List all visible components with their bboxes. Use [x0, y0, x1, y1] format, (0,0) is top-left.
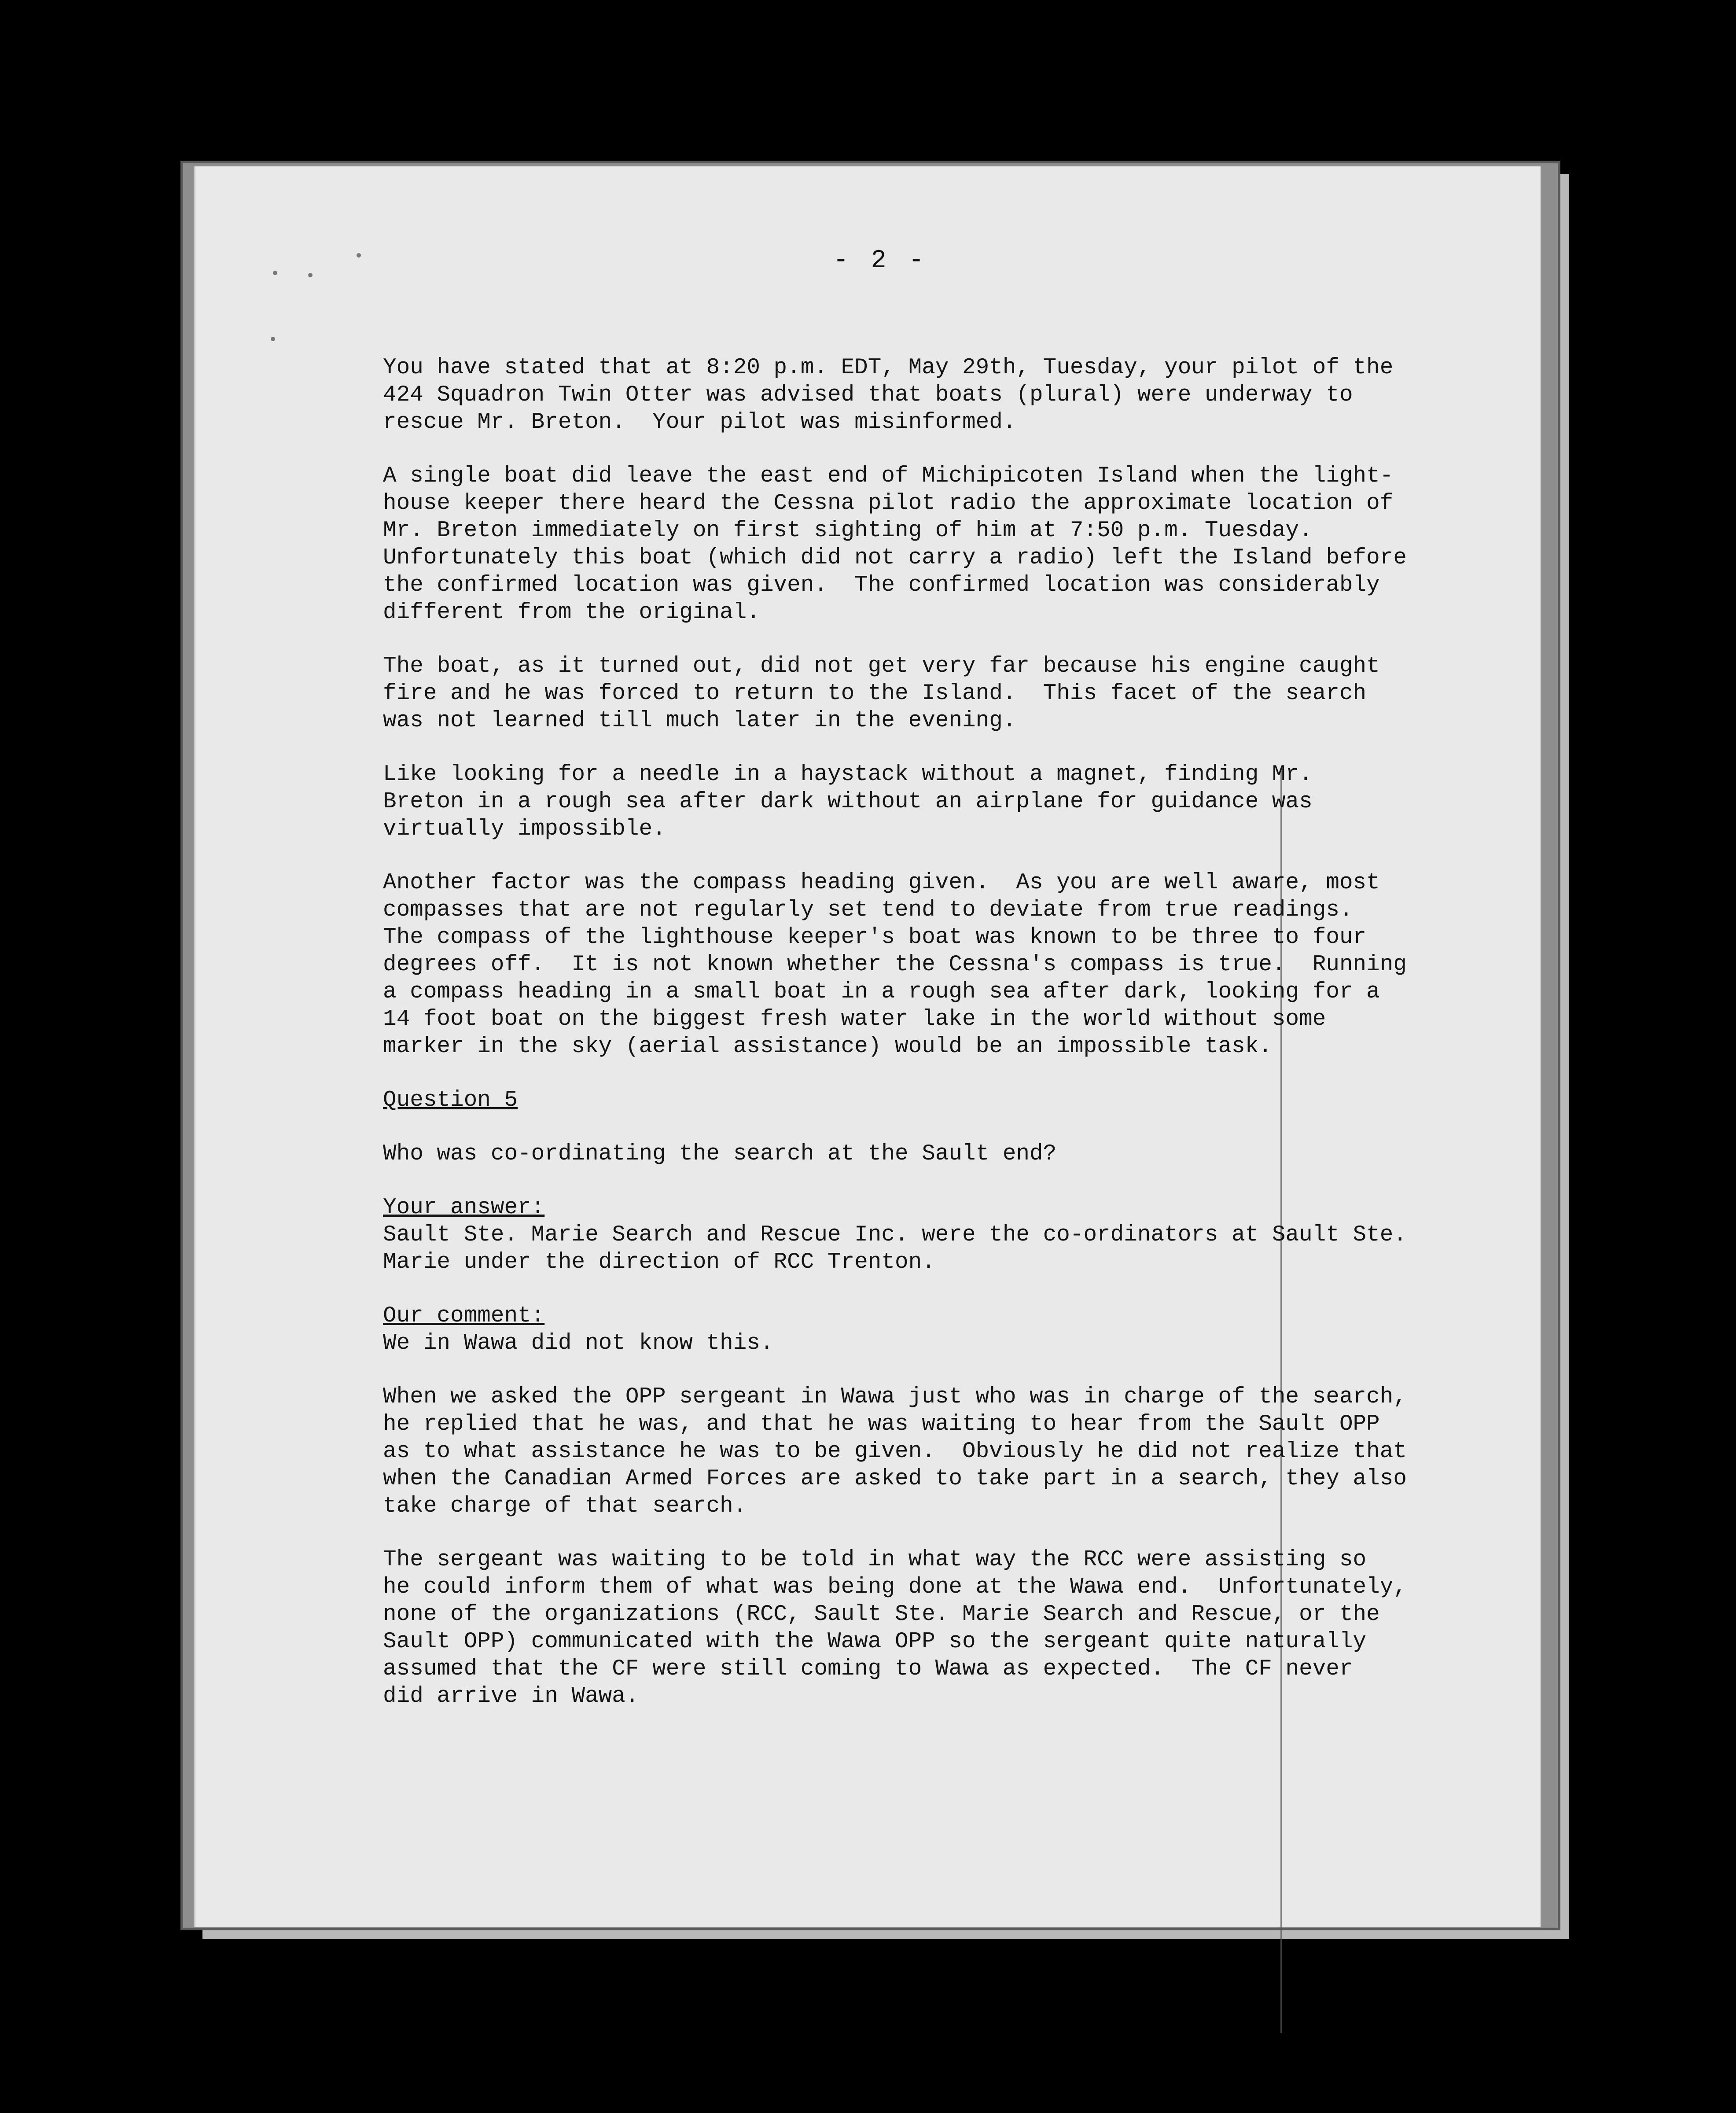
paragraph-single-boat: A single boat did leave the east end of Michipicoten Island when the light- house keeper there heard the Cessna pilot radio the approximate location of Mr. Breton immediately on first sighting of him at 7:50 p.m. Tuesday. Unfortunately this boat (which did not carry a radio) left the Island before the confirmed location was given. The confirmed location was considerably different from the original.	[383, 464, 1407, 625]
our-comment-text: We in Wawa did not know this.	[383, 1331, 774, 1356]
paragraph-engine-fire: The boat, as it turned out, did not get very far because his engine caught fire and he was forced to return to the Island. This facet of the search was not learned till much later in the evening.	[383, 654, 1380, 733]
your-answer-heading: Your answer:	[383, 1195, 545, 1220]
paragraph-stated-8-20: You have stated that at 8:20 p.m. EDT, May 29th, Tuesday, your pilot of the 424 Squadron Twin Otter was advised that boats (plural) were underway to rescue Mr. Breton. Your pilot was misinformed.	[383, 355, 1394, 435]
document-body	[383, 354, 1439, 1737]
dust-speck	[273, 271, 277, 275]
dust-speck	[308, 273, 313, 277]
dust-speck	[271, 337, 275, 341]
paragraph-sergeant-waiting: The sergeant was waiting to be told in what way the RCC were assisting so he could inform them of what was being done at the Wawa end. Unfortunately, none of the organizations (RCC, Sault Ste. Marie Search and Rescue, or the Sault OPP) communicated with the Wawa OPP so the sergeant quite naturally assumed that the CF were still coming to Wawa as expected. The CF never did arrive in Wawa.	[383, 1547, 1407, 1709]
question-text: Who was co-ordinating the search at the Sault end?	[383, 1141, 1057, 1167]
paragraph-needle-haystack: Like looking for a needle in a haystack without a magnet, finding Mr. Breton in a rough sea after dark without an airplane for guidance was virtually impossible.	[383, 762, 1313, 842]
your-answer-text: Sault Ste. Marie Search and Rescue Inc. were the co-ordinators at Sault Ste. Marie under the direction of RCC Trenton.	[383, 1222, 1407, 1275]
paragraph-compass-heading: Another factor was the compass heading given. As you are well aware, most compasses that are not regularly set tend to deviate from true readings. The compass of the lighthouse keeper's boat was known to be three to four degrees off. It is not known whether the Cessna's compass is true. Running a compass heading in a small boat in a rough sea after dark, looking for a 14 foot boat on the biggest fresh water lake in the world without some marker in the sky (aerial assistance) would be an impossible task.	[383, 870, 1407, 1059]
paragraph-opp-sergeant: When we asked the OPP sergeant in Wawa just who was in charge of the search, he replied that he was, and that he was waiting to hear from the Sault OPP as to what assistance he was to be given. Obviously he did not realize that when the Canadian Armed Forces are asked to take part in a search, they also take charge of that search.	[383, 1384, 1407, 1519]
dust-speck	[357, 253, 361, 258]
our-comment-heading: Our comment:	[383, 1303, 545, 1329]
page-number: - 2 -	[833, 247, 928, 275]
question-heading: Question 5	[383, 1088, 518, 1113]
